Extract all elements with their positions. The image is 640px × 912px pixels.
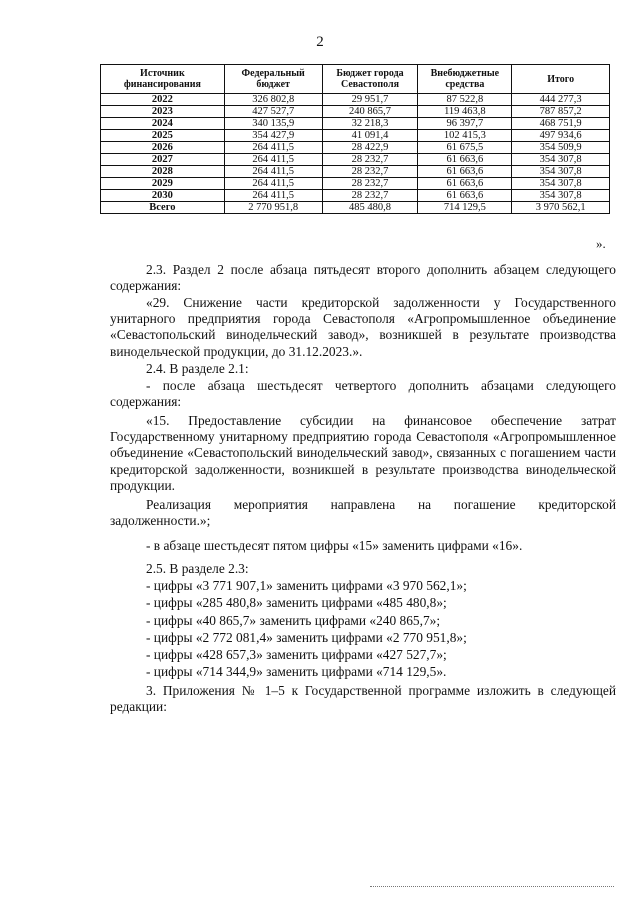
value-cell: 326 802,8 — [224, 94, 322, 106]
value-cell: 485 480,8 — [322, 202, 418, 214]
paragraph-2-5: 2.5. В разделе 2.3: — [146, 561, 249, 576]
value-cell: 354 307,8 — [512, 166, 610, 178]
table-closing-quote: ». — [596, 236, 606, 251]
header-source: Источник финансирования — [101, 65, 225, 94]
value-cell: 444 277,3 — [512, 94, 610, 106]
table-row — [101, 118, 610, 130]
value-cell: 61 663,6 — [418, 178, 512, 190]
table-row — [101, 178, 610, 190]
value-cell: 28 232,7 — [322, 154, 418, 166]
table-row — [101, 154, 610, 166]
value-cell: 354 307,8 — [512, 190, 610, 202]
table-row — [101, 130, 610, 142]
value-cell: 32 218,3 — [322, 118, 418, 130]
header-total: Итого — [512, 65, 610, 94]
value-cell: 240 865,7 — [322, 106, 418, 118]
row-label-cell: 2028 — [101, 166, 225, 178]
value-cell: 61 675,5 — [418, 142, 512, 154]
value-cell: 787 857,2 — [512, 106, 610, 118]
header-city: Бюджет города Севастополя — [322, 65, 418, 94]
table-row — [101, 166, 610, 178]
value-cell: 28 232,7 — [322, 190, 418, 202]
value-cell: 427 527,7 — [224, 106, 322, 118]
table-row — [101, 94, 610, 106]
row-label-cell: 2023 — [101, 106, 225, 118]
table-row — [101, 106, 610, 118]
table-row — [101, 202, 610, 214]
value-cell: 61 663,6 — [418, 166, 512, 178]
value-cell: 468 751,9 — [512, 118, 610, 130]
replace-line-2: - цифры «285 480,8» заменить цифрами «485 480,8»; — [146, 595, 447, 610]
value-cell: 96 397,7 — [418, 118, 512, 130]
value-cell: 61 663,6 — [418, 190, 512, 202]
row-label-cell: 2026 — [101, 142, 225, 154]
row-label-cell: Всего — [101, 202, 225, 214]
paragraph-implementation: Реализация мероприятия направлена на погашение кредиторской задолженности.»; — [110, 497, 616, 529]
table-row — [101, 142, 610, 154]
value-cell: 497 934,6 — [512, 130, 610, 142]
value-cell: 87 522,8 — [418, 94, 512, 106]
row-label-cell: 2024 — [101, 118, 225, 130]
financing-table — [100, 64, 610, 214]
paragraph-add-after-64: - после абзаца шестьдесят четвертого дополнить абзацами следующего содержания: — [110, 378, 616, 410]
value-cell: 264 411,5 — [224, 142, 322, 154]
header-offbudget: Внебюджетные средства — [418, 65, 512, 94]
table-row — [101, 190, 610, 202]
replace-line-6: - цифры «714 344,9» заменить цифрами «714 129,5». — [146, 664, 447, 679]
value-cell: 3 970 562,1 — [512, 202, 610, 214]
page-number: 2 — [316, 34, 324, 50]
header-federal: Федеральный бюджет — [224, 65, 322, 94]
quoted-item-29: «29. Снижение части кредиторской задолженности у Государственного унитарного предприятия города Севастополя «Агропромышленное объединение «Севастопольский винодельческий завод», возникшей в результате производства винодельческой продукции, до 31.12.2023.». — [110, 295, 616, 359]
value-cell: 2 770 951,8 — [224, 202, 322, 214]
value-cell: 264 411,5 — [224, 190, 322, 202]
footer-rule — [370, 886, 614, 887]
replace-line-1: - цифры «3 771 907,1» заменить цифрами «3 970 562,1»; — [146, 578, 467, 593]
value-cell: 119 463,8 — [418, 106, 512, 118]
value-cell: 28 232,7 — [322, 178, 418, 190]
table-header-row — [101, 65, 610, 94]
quoted-item-15: «15. Предоставление субсидии на финансовое обеспечение затрат Государственному унитарному предприятию города Севастополя «Агропромышленное объединение «Севастопольский винодельческий завод», связанных с погашением части кредиторской задолженности, возникшей в результате производства винодельческой продукции. — [110, 413, 616, 493]
replace-line-3: - цифры «40 865,7» заменить цифрами «240 865,7»; — [146, 613, 441, 628]
value-cell: 354 307,8 — [512, 154, 610, 166]
value-cell: 354 509,9 — [512, 142, 610, 154]
value-cell: 264 411,5 — [224, 166, 322, 178]
value-cell: 714 129,5 — [418, 202, 512, 214]
value-cell: 354 307,8 — [512, 178, 610, 190]
row-label-cell: 2022 — [101, 94, 225, 106]
value-cell: 28 422,9 — [322, 142, 418, 154]
paragraph-2-3: 2.3. Раздел 2 после абзаца пятьдесят второго дополнить абзацем следующего содержания: — [110, 262, 616, 294]
value-cell: 41 091,4 — [322, 130, 418, 142]
replace-line-5: - цифры «428 657,3» заменить цифрами «427 527,7»; — [146, 647, 447, 662]
paragraph-replace-15: - в абзаце шестьдесят пятом цифры «15» заменить цифрами «16». — [146, 538, 523, 553]
value-cell: 29 951,7 — [322, 94, 418, 106]
value-cell: 264 411,5 — [224, 154, 322, 166]
value-cell: 264 411,5 — [224, 178, 322, 190]
value-cell: 28 232,7 — [322, 166, 418, 178]
row-label-cell: 2027 — [101, 154, 225, 166]
row-label-cell: 2025 — [101, 130, 225, 142]
value-cell: 340 135,9 — [224, 118, 322, 130]
replace-line-4: - цифры «2 772 081,4» заменить цифрами «2 770 951,8»; — [146, 630, 467, 645]
value-cell: 102 415,3 — [418, 130, 512, 142]
value-cell: 61 663,6 — [418, 154, 512, 166]
row-label-cell: 2030 — [101, 190, 225, 202]
paragraph-2-4: 2.4. В разделе 2.1: — [146, 361, 249, 376]
value-cell: 354 427,9 — [224, 130, 322, 142]
paragraph-3: 3. Приложения № 1–5 к Государственной программе изложить в следующей редакции: — [110, 683, 616, 715]
row-label-cell: 2029 — [101, 178, 225, 190]
